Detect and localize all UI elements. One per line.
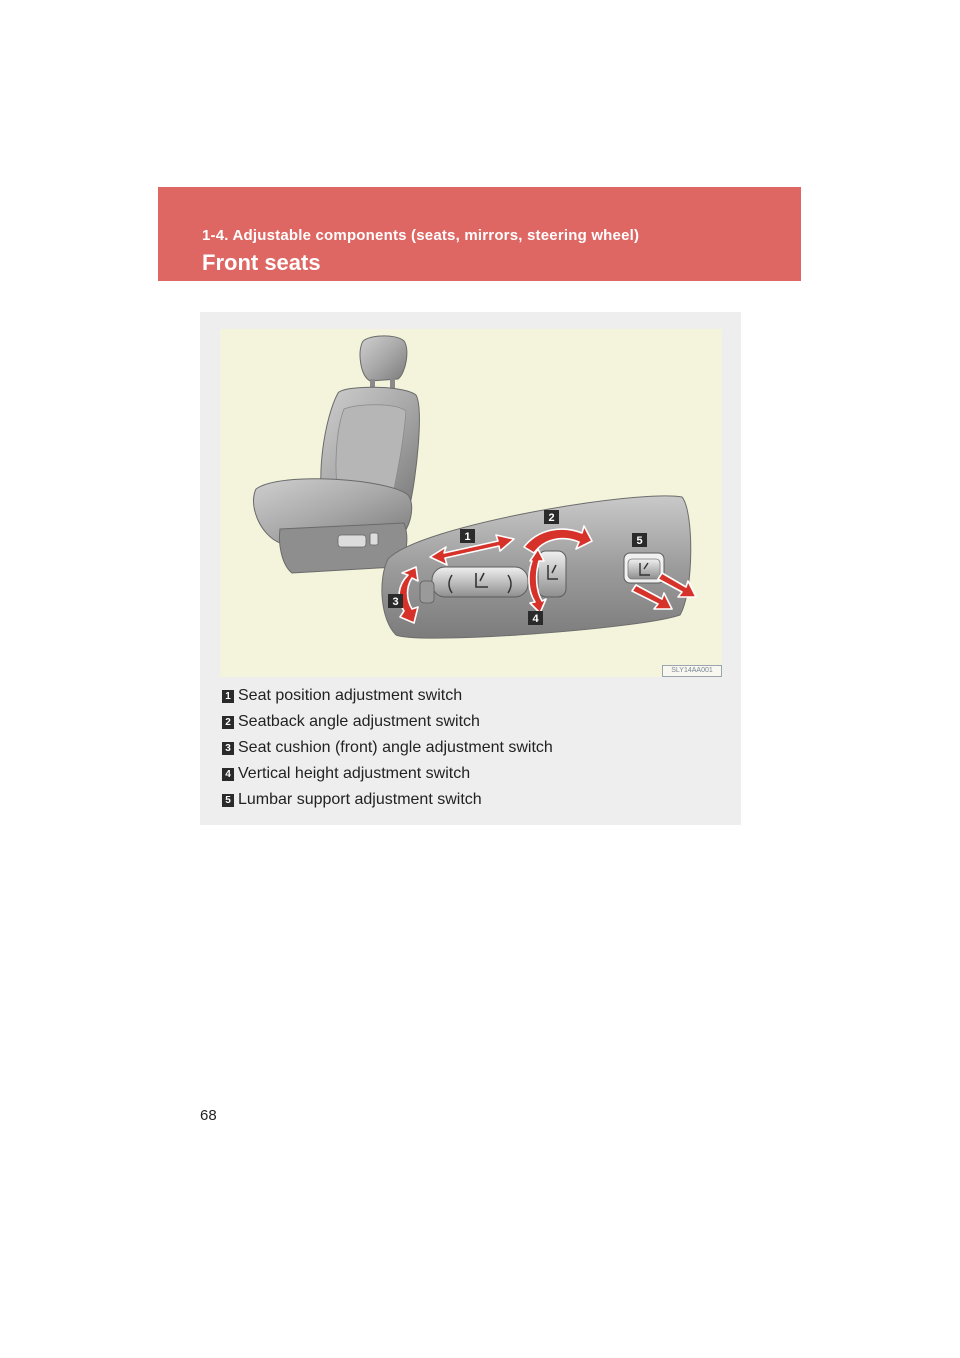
- legend-item: [222, 709, 553, 735]
- svg-text:2: 2: [548, 512, 555, 524]
- legend-text: Seatback angle adjustment switch: [238, 713, 480, 730]
- legend-number: 2: [222, 716, 234, 729]
- legend-list: [222, 683, 553, 813]
- legend-text: Vertical height adjustment switch: [238, 765, 471, 782]
- callout-3: [388, 594, 403, 608]
- callout-1: [460, 529, 475, 543]
- seat-illustration-svg: [220, 329, 722, 677]
- illustration-panel: [200, 312, 741, 825]
- svg-text:1: 1: [464, 531, 471, 543]
- figure-code: SLY14AA001: [662, 665, 722, 677]
- svg-text:4: 4: [532, 613, 539, 625]
- seat-illustration: [220, 329, 722, 677]
- legend-item: [222, 683, 553, 709]
- legend-item: [222, 787, 553, 813]
- section-label: 1-4. Adjustable components (seats, mirrors, steering wheel): [202, 227, 640, 244]
- legend-number: 1: [222, 690, 234, 703]
- svg-text:3: 3: [392, 596, 399, 608]
- legend-text: Seat position adjustment switch: [238, 687, 463, 704]
- seat-drawing: [253, 336, 419, 573]
- callout-5: [632, 533, 647, 547]
- legend-text: Seat cushion (front) angle adjustment switch: [238, 739, 553, 756]
- legend-number: 5: [222, 794, 234, 807]
- chapter-header: [158, 187, 801, 281]
- legend-item: [222, 761, 553, 787]
- legend-item: [222, 735, 553, 761]
- page-title: Front seats: [202, 250, 321, 275]
- callout-2: [544, 510, 559, 524]
- legend-text: Lumbar support adjustment switch: [238, 791, 482, 808]
- svg-text:5: 5: [636, 535, 643, 547]
- legend-number: 3: [222, 742, 234, 755]
- callout-4: [528, 611, 543, 625]
- legend-number: 4: [222, 768, 234, 781]
- page-number: 68: [200, 1107, 217, 1124]
